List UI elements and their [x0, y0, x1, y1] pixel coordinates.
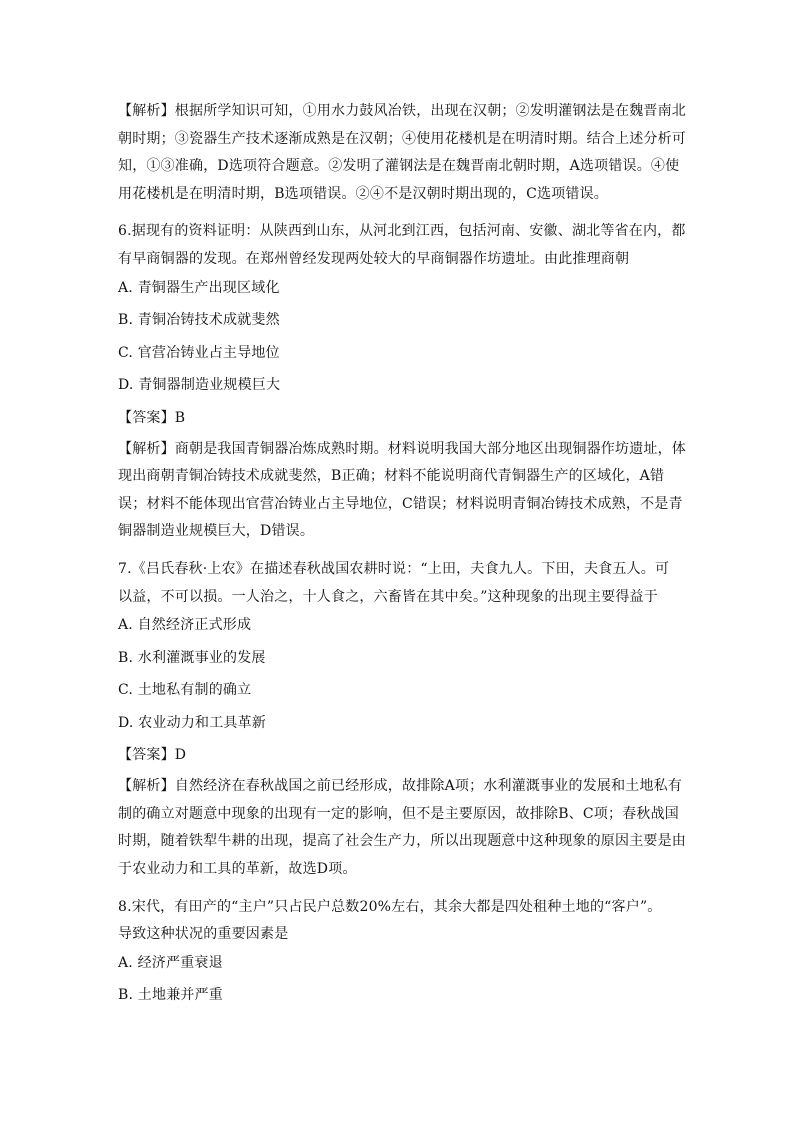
text-line: 【解析】商朝是我国青铜器冶炼成熟时期。材料说明我国大部分地区出现铜器作坊遗址，体: [118, 440, 686, 457]
text-line: 导致这种状况的重要因素是: [118, 926, 289, 943]
text-line: 误；材料不能体现出官营冶铸业占主导地位，C错误；材料说明青铜冶铸技术成熟，不是青: [118, 495, 683, 512]
q7-option-c: C. 土地私有制的确立: [118, 682, 252, 699]
text-line: 现出商朝青铜冶铸技术成就斐然，B正确；材料不能说明商代青铜器生产的区域化，A错: [118, 468, 665, 485]
q8-option-b: B. 土地兼并严重: [118, 987, 223, 1004]
text-line: 【解析】根据所学知识可知，①用水力鼓风冶铁，出现在汉朝；②发明灌钢法是在魏晋南北: [118, 103, 686, 119]
text-line: 7.《吕氏春秋·上农》在描述春秋战国农耕时说：“上田，夫食九人。下田，夫食五人。可: [118, 560, 670, 577]
text-line: 时期，随着铁犁牛耕的出现，提高了社会生产力，所以出现题意中这种现象的原因主要是由: [118, 833, 686, 850]
q7-option-b: B. 水利灌溉事业的发展: [118, 649, 266, 666]
q6-analysis: [118, 436, 708, 546]
q6-option-c: C. 官营冶铸业占主导地位: [118, 344, 280, 361]
q7-answer: 【答案】D: [118, 747, 187, 764]
q7-analysis: [118, 773, 708, 883]
q8-option-a: A. 经济严重衰退: [118, 954, 223, 971]
text-line: 以益，不可以损。一人治之，十人食之，六畜皆在其中矣。”这种现象的出现主要得益于: [118, 588, 658, 605]
question-6-stem: [118, 218, 708, 273]
text-line: 6.据现有的资料证明：从陕西到山东，从河北到江西，包括河南、安徽、湖北等省在内，都: [118, 223, 686, 240]
text-line: 有早商铜器的发现。在郑州曾经发现两处较大的早商铜器作坊遗址。由此推理商朝: [118, 250, 630, 267]
q6-option-d: D. 青铜器制造业规模巨大: [118, 377, 281, 394]
text-line: 【解析】自然经济在春秋战国之前已经形成，故排除A项；水利灌溉事业的发展和土地私有: [118, 778, 683, 795]
text-line: 铜器制造业规模巨大，D错误。: [118, 523, 315, 540]
text-line: 用花楼机是在明清时期，B选项错误。②④不是汉朝时期出现的，C选项错误。: [118, 185, 608, 202]
text-line: 朝时期；③瓷器生产技术逐渐成熟是在汉朝；④使用花楼机是在明清时期。结合上述分析可: [118, 130, 686, 147]
q7-option-d: D. 农业动力和工具革新: [118, 714, 267, 731]
text-line: 知，①③准确，D选项符合题意。②发明了灌钢法是在魏晋南北朝时期，A选项错误。④使: [118, 158, 680, 175]
q6-option-a: A. 青铜器生产出现区域化: [118, 279, 280, 296]
q6-answer: 【答案】B: [118, 409, 186, 426]
question-7-stem: [118, 556, 708, 611]
question-8-stem: [118, 894, 708, 949]
text-line: 8.宋代，有田产的“主户”只占民户总数20%左右，其余大都是四处租种土地的“客户”。: [118, 898, 662, 915]
text-line: 制的确立对题意中现象的出现有一定的影响，但不是主要原因，故排除B、C项；春秋战国: [118, 805, 679, 822]
text-line: 于农业动力和工具的革新，故选D项。: [118, 860, 357, 877]
analysis-block-q5: [118, 98, 708, 208]
q6-option-b: B. 青铜冶铸技术成就斐然: [118, 312, 280, 329]
q7-option-a: A. 自然经济正式形成: [118, 617, 252, 634]
